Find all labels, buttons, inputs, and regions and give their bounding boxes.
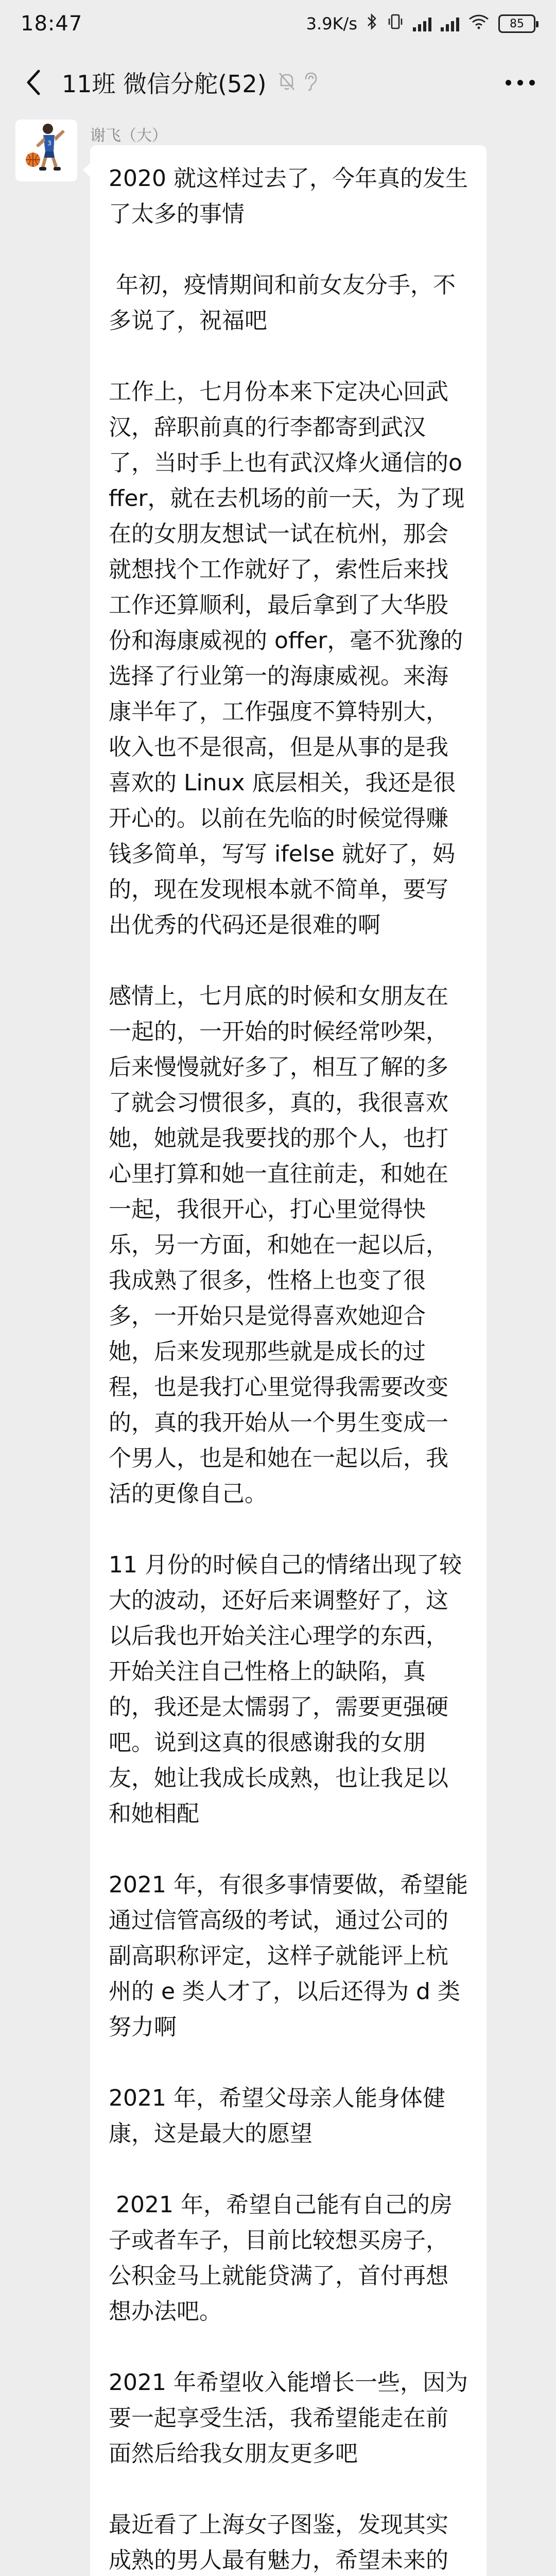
message-paragraph: 2021 年，有很多事情要做，希望能通过信管高级的考试，通过公司的副高职称评定，这样子就能评上杭州的 e 类人才了，以后还得为 d 类努力啊 [109, 1872, 468, 2040]
mute-icon [278, 71, 296, 94]
chat-header [0, 47, 556, 117]
paragraph-spacer [109, 2329, 468, 2365]
more-dot [529, 80, 535, 86]
message-paragraph: 2020 就这样过去了，今年真的发生了太多的事情 [109, 165, 468, 227]
status-bar [0, 0, 556, 47]
vibrate-icon [387, 13, 404, 34]
message-bubble[interactable] [90, 145, 486, 2576]
bluetooth-icon [367, 13, 378, 35]
back-button[interactable] [15, 64, 51, 100]
paragraph-spacer [109, 943, 468, 978]
message-paragraph: 年初，疫情期间和前女友分手，不多说了，祝福吧 [109, 272, 456, 334]
paragraph-spacer [109, 2045, 468, 2080]
battery-icon [498, 14, 535, 33]
paragraph-spacer [109, 338, 468, 374]
wifi-icon [468, 14, 489, 33]
more-dot [517, 80, 523, 86]
message-paragraph: 2021 年希望收入能增长一些，因为要一起享受生活，我希望能走在前面然后给我女朋友更多吧 [109, 2369, 468, 2467]
message-paragraph: 2021 年，希望自己能有自己的房子或者车子，目前比较想买房子，公积金马上就能贷满了，首付再想想办法吧。 [109, 2192, 453, 2325]
paragraph-spacer [109, 1512, 468, 1547]
chevron-left-icon [23, 68, 44, 97]
avatar[interactable] [15, 120, 77, 181]
sender-name: 谢飞（大） [90, 127, 167, 145]
paragraph-spacer [109, 1832, 468, 1867]
message-paragraph: 最近看了上海女子图鉴，发现其实成熟的男人最有魅力，希望未来的 [109, 2512, 448, 2573]
message-paragraph: 11 月份的时候自己的情绪出现了较大的波动，还好后来调整好了，这以后我也开始关注心理学的东西，开始关注自己性格上的缺陷，真的，我还是太懦弱了，需要更强硬吧。说到这真的很感谢我的女朋友，她让我成长成熟，也让我足以和她相配 [109, 1552, 462, 1827]
paragraph-spacer [109, 2151, 468, 2187]
signal-icon-secondary [441, 16, 459, 31]
signal-icon [413, 16, 431, 31]
message-paragraph: 感情上，七月底的时候和女朋友在一起的，一开始的时候经常吵架，后来慢慢就好多了，相互了解的多了就会习惯很多，真的，我很喜欢她，她就是我要找的那个人，也打心里打算和她一直往前走，和她在一起，我很开心，打心里觉得快乐，另一方面，和她在一起以后，我成熟了很多，性格上也变了很多，一开始只是觉得喜欢她迎合她，后来发现那些就是成长的过程，也是我打心里觉得我需要改变的，真的我开始从一个男生变成一个男人，也是和她在一起以后，我活的更像自己。 [109, 983, 448, 1507]
status-time: 18:47 [21, 12, 83, 36]
ear-icon [303, 71, 318, 94]
network-speed: 3.9K/s [306, 14, 357, 33]
more-dot [506, 80, 511, 86]
status-indicators [306, 13, 535, 35]
more-options-button[interactable] [499, 64, 541, 100]
basketball-player-avatar-icon [15, 120, 77, 181]
paragraph-spacer [109, 232, 468, 267]
svg-text:3: 3 [47, 140, 51, 147]
chat-title: 11班 微信分舵(52) [62, 70, 267, 98]
message-paragraph: 工作上，七月份本来下定决心回武汉，辞职前真的行李都寄到武汉了，当时手上也有武汉烽火通信的offer，就在去机场的前一天，为了现在的女朋友想试一试在杭州，那会就想找个工作就好了，索性后来找工作还算顺利，最后拿到了大华股份和海康威视的 offer，毫不犹豫的选择了行业第一的海康威视。来海康半年了，工作强度不算特别大，收入也不是很高，但是从事的是我喜欢的 Linux 底层相关，我还是很开心的。以前在先临的时候觉得赚钱多简单，写写 ifelse 就好了，妈的，现在发现根本就不简单，要写出优秀的代码还是很难的啊 [109, 379, 465, 938]
message-paragraph: 2021 年，希望父母亲人能身体健康，这是最大的愿望 [109, 2085, 445, 2147]
paragraph-spacer [109, 2471, 468, 2507]
battery-level: 85 [510, 17, 524, 30]
